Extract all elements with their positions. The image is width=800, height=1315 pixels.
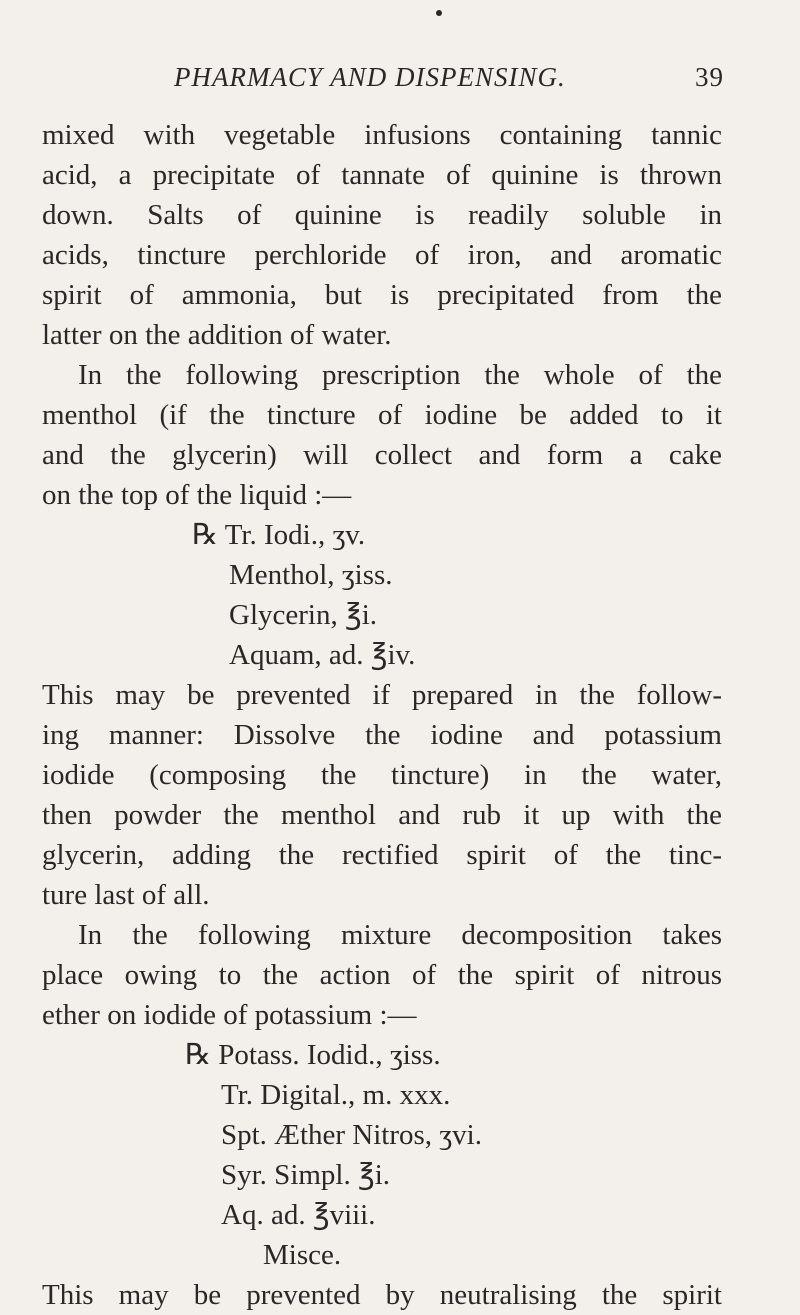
text-line: This may be prevented if prepared in the follow- [42,679,722,711]
text-line: latter on the addition of water. [42,319,392,351]
prescription-line: Misce. [263,1239,342,1271]
text-line: and the glycerin) will collect and form a cake [42,439,722,471]
header-dot [436,10,442,16]
prescription-line: Spt. Æther Nitros, ʒvi. [221,1119,482,1151]
text-line: ture last of all. [42,879,210,911]
text-line: In the following mixture decomposition takes [78,919,722,951]
text-line: then powder the menthol and rub it up with the [42,799,722,831]
text-line: ether on iodide of potassium :— [42,999,417,1031]
prescription-line: Syr. Simpl. ℥i. [221,1159,391,1191]
page-number: 39 [695,62,724,92]
prescription-line: Aquam, ad. ℥iv. [229,639,416,671]
running-header [174,62,724,102]
text-line: acids, tincture perchloride of iron, and aromatic [42,239,722,271]
text-line: spirit of ammonia, but is precipitated from the [42,279,722,311]
body-text [42,115,722,1315]
prescription-line: ℞ Tr. Iodi., ʒv. [192,519,366,551]
header-title: PHARMACY AND DISPENSING. [174,62,566,92]
text-line: This may be prevented by neutralising the spirit [42,1279,722,1311]
prescription-line: Aq. ad. ℥viii. [221,1199,376,1231]
text-line: mixed with vegetable infusions containing tannic [42,119,722,151]
text-line: glycerin, adding the rectified spirit of the tinc- [42,839,722,871]
prescription-line: ℞ Potass. Iodid., ʒiss. [185,1039,441,1071]
text-line: iodide (composing the tincture) in the water, [42,759,722,791]
prescription-line: Menthol, ʒiss. [229,559,393,591]
text-line: on the top of the liquid :— [42,479,352,511]
text-line: menthol (if the tincture of iodine be added to it [42,399,722,431]
prescription-line: Glycerin, ℥i. [229,599,378,631]
text-line: place owing to the action of the spirit of nitrous [42,959,722,991]
text-line: ing manner: Dissolve the iodine and potassium [42,719,722,751]
text-line: acid, a precipitate of tannate of quinine is thrown [42,159,722,191]
text-line: down. Salts of quinine is readily soluble in [42,199,722,231]
prescription-line: Tr. Digital., m. xxx. [221,1079,451,1111]
text-line: In the following prescription the whole of the [78,359,722,391]
